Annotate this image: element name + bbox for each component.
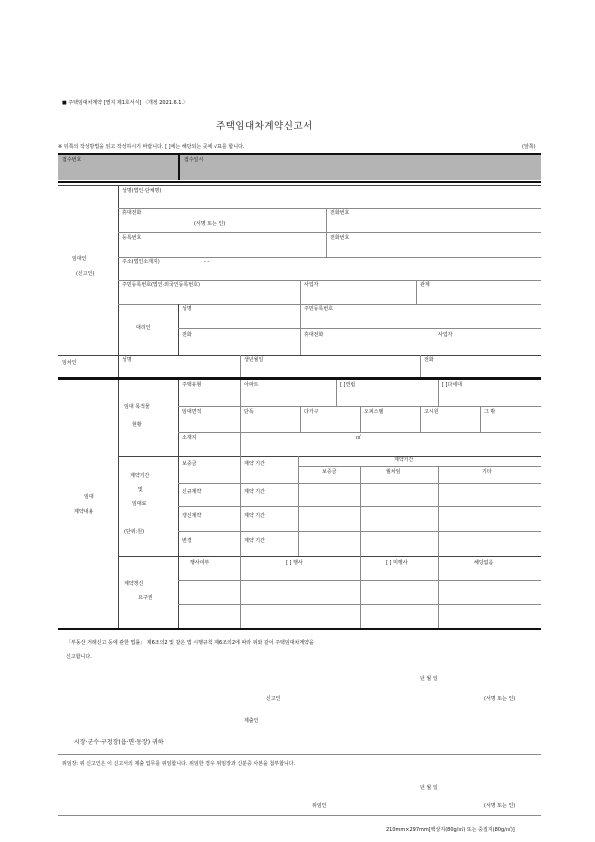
renewal-col-3[interactable]: [ ] 미행사 (386, 560, 408, 566)
renewal-label-2: 요구권 (138, 595, 153, 601)
col-monthly: 월차임 (386, 469, 401, 475)
paper-spec: 210mm×297mm[백상지(80g/㎡) 또는 중질지(80g/㎡)] (386, 827, 515, 833)
declaration-text: 「부동산 거래신고 등에 관한 법률」 제6조의2 및 같은 법 시행규칙 제6조의2에 따라 위와 같이 주택임대차계약을 (66, 640, 314, 646)
period-row-value-3: 계약 기간 (244, 538, 265, 544)
renewal-label: 계약갱신 (124, 581, 144, 587)
period-row-value-2: 계약 기간 (244, 513, 265, 519)
period-row-label-0: 보증금 (182, 461, 197, 467)
area-opt-5[interactable]: 그 밖 (484, 409, 496, 415)
period-row-value-0: 계약 기간 (244, 461, 265, 467)
landlord-id-value: (서명 또는 인) (194, 221, 226, 227)
period-row-label-3: 변경 (182, 538, 192, 544)
landlord-extra3-label: 사업자 (304, 282, 319, 288)
page-title: 주택임대차계약신고서 (216, 121, 313, 132)
delegator-signature[interactable]: (서명 또는 인) (484, 803, 516, 809)
period-group-label-3: 임대료 (132, 501, 147, 507)
house-type-opt-2[interactable]: [ ]연립 (340, 382, 356, 388)
landlord-id-label: 휴대전화 (122, 210, 142, 216)
landlord-section-label: 임대인 (72, 256, 87, 262)
landlord-id-number-label: 주민등록번호(법인·외국인등록번호) (122, 282, 200, 288)
agent-label: 대리인 (136, 325, 151, 331)
contract-section-label: 임대 (84, 494, 94, 500)
house-type-opt-3[interactable]: [ ]다세대 (442, 382, 462, 388)
agent-mobile-label: 휴대전화 (304, 332, 324, 338)
renewal-col-1: 행사여부 (190, 560, 210, 566)
addressee: 시장·군수·구청장(읍·면·동장) 귀하 (74, 739, 164, 746)
area-label: 임대면적 (182, 409, 202, 415)
landlord-name-label: 성명(법인·단체명) (122, 188, 162, 194)
house-group-label-2: 현황 (132, 422, 142, 428)
tenant-id-label: 생년월일 (244, 357, 264, 363)
tenant-section-label: 임차인 (62, 360, 77, 366)
renewal-col-2[interactable]: [ ] 행사 (286, 560, 303, 566)
tenant-name-label: 성명 (122, 357, 132, 363)
area-opt-1[interactable]: 단독 (244, 409, 254, 415)
declaration-text-2: 신고합니다. (66, 654, 92, 660)
receipt-date-label: 접수일시 (184, 157, 204, 163)
delegator-label: 위임인 (312, 803, 327, 809)
form-number: ■ 주택임대차계약 [별지 제1호서식] 〈개정 2021.6.1.〉 (62, 100, 189, 106)
period-group-label-4: (단위:원) (124, 529, 145, 535)
location-label: 소재지 (182, 435, 197, 441)
landlord-section-label-2: (신고인) (76, 271, 95, 277)
agent-id-label: 주민등록번호 (304, 306, 333, 312)
declaration-date: 년 월 일 (420, 676, 438, 682)
landlord-extra1-label: 등록번호 (122, 235, 142, 241)
receipt-number-label: 접수번호 (62, 157, 82, 163)
agent-relation-label: 사업자 (438, 332, 453, 338)
delegation-date: 년 월 일 (420, 785, 438, 791)
area-opt-3[interactable]: 오피스텔 (364, 409, 384, 415)
area-opt-4[interactable]: 고시원 (424, 409, 439, 415)
contract-section-label-2: 계약내용 (74, 509, 94, 515)
tenant-phone-label: 전화 (424, 357, 434, 363)
receipt-row (58, 154, 541, 180)
col-other: 기타 (482, 469, 492, 475)
area-opt-2[interactable]: 다가구 (304, 409, 319, 415)
landlord-phone2-label: 전화번호 (330, 210, 350, 216)
period-row-label-1: 신규계약 (182, 489, 202, 495)
landlord-address-value: - - (204, 259, 210, 265)
house-type-label: 주택유형 (182, 382, 202, 388)
landlord-extra2-label: 전화번호 (330, 235, 350, 241)
agent-phone-label: 전화 (182, 332, 192, 338)
signer2-label: 제출인 (244, 718, 259, 724)
agent-name-label: 성명 (182, 306, 192, 312)
period-group-label: 계약기간 (130, 473, 150, 479)
landlord-address-label: 주소(법인소재지) (122, 259, 160, 265)
col-deposit: 보증금 (322, 469, 337, 475)
house-group-label: 임대 목적물 (124, 404, 150, 410)
page-side-mark: (앞쪽) (522, 144, 536, 150)
landlord-extra4-label: 관계 (420, 282, 430, 288)
period-row-label-2: 갱신계약 (182, 513, 202, 519)
period-group-label-2: 및 (138, 487, 143, 493)
period-header: 계약기간 (394, 457, 414, 463)
signer1-signature[interactable]: (서명 또는 인) (484, 696, 516, 702)
location-unit: ㎡ (356, 435, 362, 441)
renewal-col-4[interactable]: 해당없음 (474, 560, 494, 566)
period-row-value-1: 계약 기간 (244, 489, 265, 495)
signer1-label: 신고인 (266, 696, 281, 702)
house-type-opt-1[interactable]: 아파트 (244, 382, 259, 388)
instruction-note: ※ 뒤쪽의 작성방법을 읽고 작성하시기 바랍니다. [ ]에는 해당되는 곳에 √표를 합니다. (58, 144, 245, 150)
delegation-text: 위임장: 위 신고인은 이 신고서의 제출 업무를 위임합니다. 위임한 경우 위임장과 신분증 사본을 첨부합니다. (62, 761, 296, 767)
